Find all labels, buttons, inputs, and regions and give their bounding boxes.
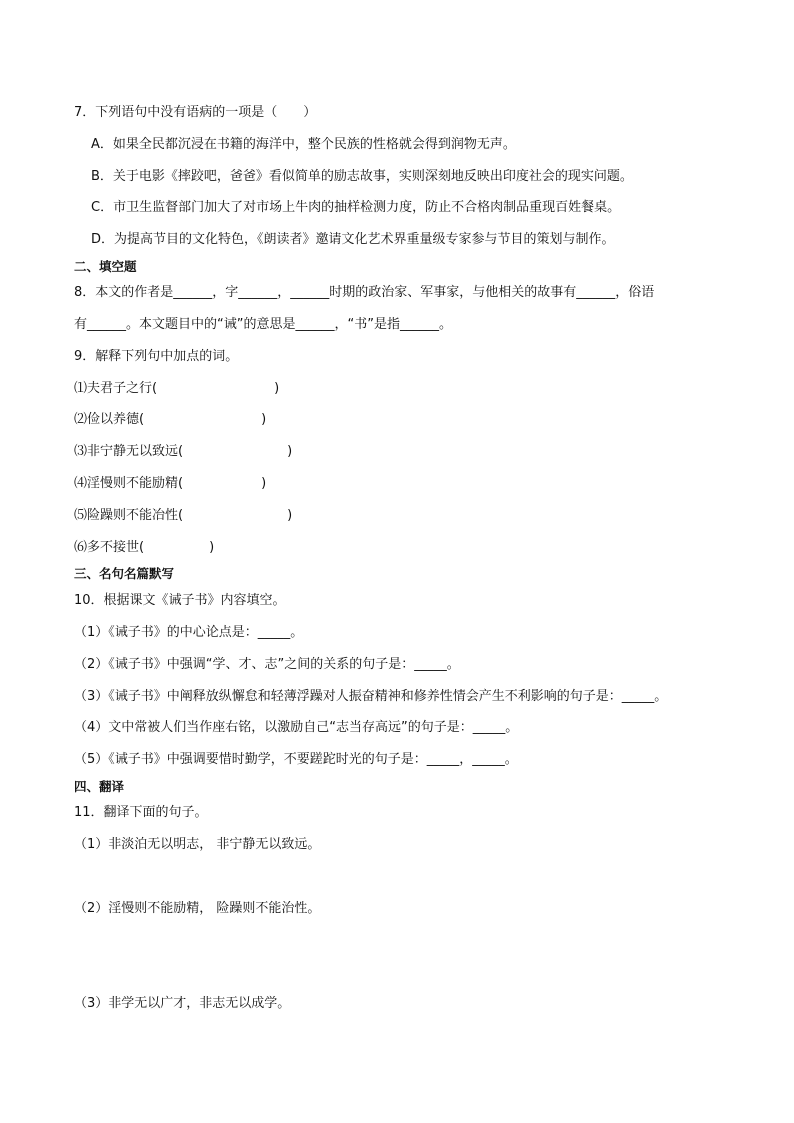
question-7-stem: 7．下列语句中没有语病的一项是（ ）: [74, 105, 317, 120]
question-9-item-3: ⑶非宁静无以致远( ): [74, 444, 293, 459]
question-10-item-2: （2）《诫子书》中强调“学、才、志”之间的关系的句子是：_____。: [74, 657, 460, 672]
question-9-item-4: ⑷淫慢则不能励精( ): [74, 476, 267, 491]
question-7-option-b: B．关于电影《摔跤吧，爸爸》看似简单的励志故事，实则深刻地反映出印度社会的现实问题。: [91, 169, 633, 184]
question-8-line-1: 8．本文的作者是______，字______，______时期的政治家、军事家，与他相关的故事有______，俗语: [74, 285, 655, 300]
section-heading-recitation: 三、名句名篇默写: [74, 566, 175, 581]
question-9-stem: 9．解释下列句中加点的词。: [74, 349, 239, 364]
section-heading-translation: 四、翻译: [74, 779, 125, 794]
question-10-item-5: （5）《诫子书》中强调要惜时勤学，不要蹉跎时光的句子是：_____，_____。: [74, 752, 518, 767]
question-11-item-2: （2）淫慢则不能励精， 险躁则不能治性。: [74, 901, 321, 916]
question-11-item-1: （1）非淡泊无以明志， 非宁静无以致远。: [74, 837, 321, 852]
question-9-item-1: ⑴夫君子之行( ): [74, 381, 280, 396]
question-10-item-3: （3）《诫子书》中阐释放纵懈怠和轻薄浮躁对人振奋精神和修养性情会产生不利影响的句子是：_____。: [74, 689, 668, 704]
section-heading-fill-in: 二、填空题: [74, 259, 137, 274]
question-11-item-3: （3）非学无以广才，非志无以成学。: [74, 996, 291, 1011]
question-10-stem: 10．根据课文《诫子书》内容填空。: [74, 593, 286, 608]
question-9-item-6: ⑹多不接世( ): [74, 540, 215, 555]
question-8-line-2: 有______。本文题目中的“诫”的意思是______，“书”是指______。: [74, 317, 452, 332]
question-7-option-a: A．如果全民都沉浸在书籍的海洋中，整个民族的性格就会得到润物无声。: [91, 137, 516, 152]
question-9-item-5: ⑸险躁则不能冶性( ): [74, 508, 293, 523]
question-7-option-d: D．为提高节目的文化特色，《朗读者》邀请文化艺术界重量级专家参与节目的策划与制作。: [91, 232, 615, 247]
question-9-item-2: ⑵俭以养德( ): [74, 412, 267, 427]
question-10-item-4: （4）文中常被人们当作座右铭，以激励自己“志当存高远”的句子是：_____。: [74, 720, 519, 735]
question-11-stem: 11．翻译下面的句子。: [74, 805, 208, 820]
question-7-option-c: C．市卫生监督部门加大了对市场上牛肉的抽样检测力度，防止不合格肉制品重现百姓餐桌。: [91, 200, 621, 215]
question-10-item-1: （1）《诫子书》的中心论点是：_____。: [74, 625, 304, 640]
